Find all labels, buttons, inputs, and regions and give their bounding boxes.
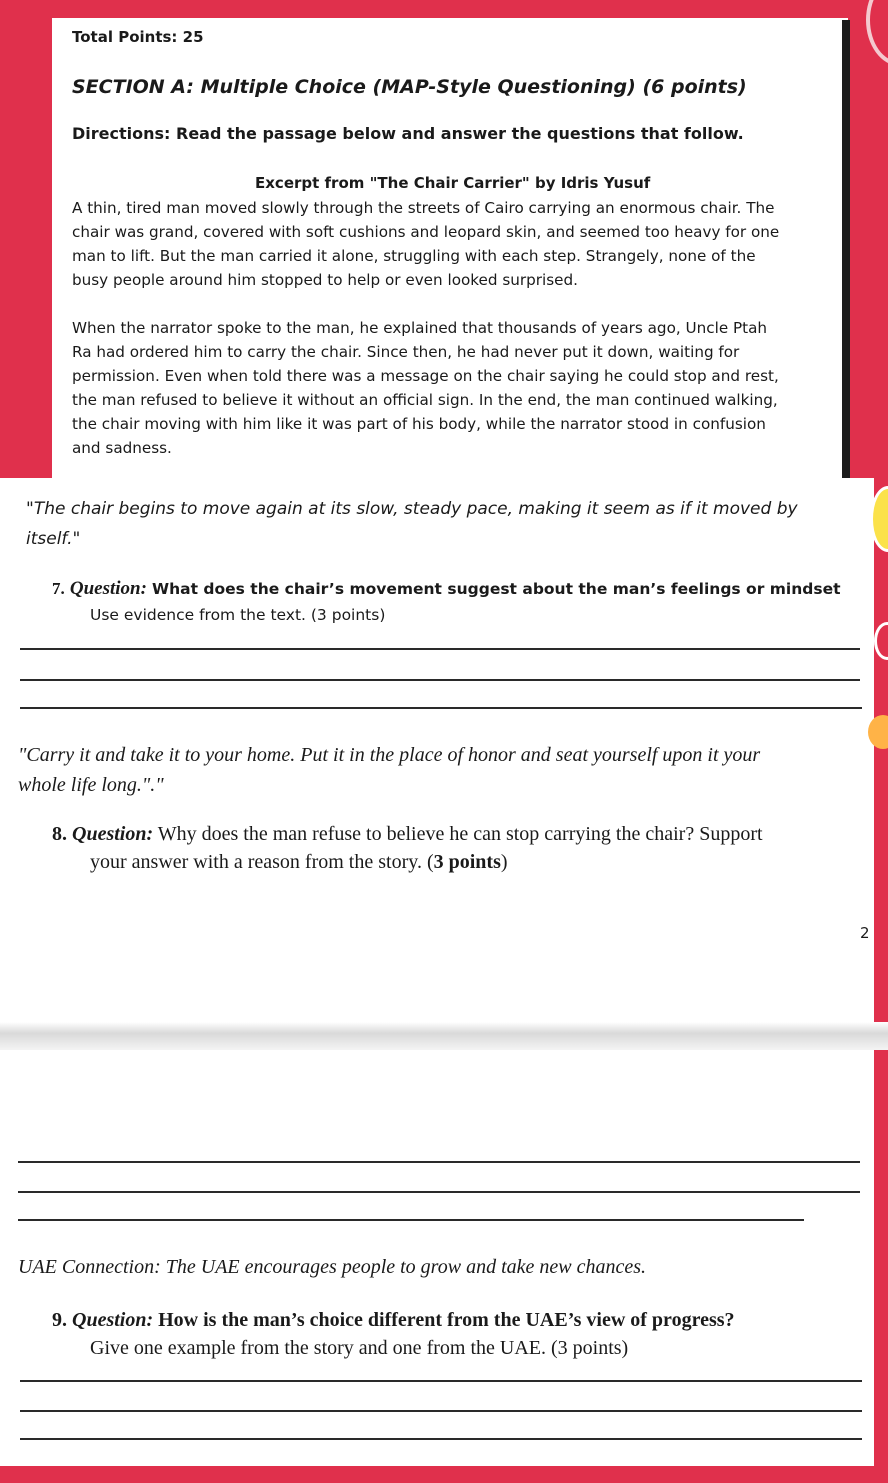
question-label: Question: (72, 1309, 154, 1331)
answer-line[interactable] (18, 1161, 860, 1163)
passage-line: busy people around him stopped to help or even looked surprised. (72, 271, 578, 289)
question-label: Question: (69, 578, 147, 599)
points-value: 3 points (433, 851, 501, 873)
question-instructions: Use evidence from the text. (3 points) (90, 606, 386, 624)
question-text: What does the chair’s movement suggest about the man’s feelings or mindset (152, 580, 841, 598)
question-8 (52, 820, 763, 876)
instructions-prefix: your answer with a reason from the story. ( (90, 851, 434, 873)
passage-paragraph-1 (72, 196, 779, 292)
question-label: Question: (72, 823, 154, 845)
directions: Directions: Read the passage below and answer the questions that follow. (72, 124, 744, 143)
answer-line[interactable] (20, 648, 860, 650)
passage-line: permission. Even when told there was a message on the chair saying he could stop and rest, (72, 367, 779, 385)
passage-line: the man refused to believe it without an official sign. In the end, the man continued walking, (72, 391, 778, 409)
passage-line: A thin, tired man moved slowly through the streets of Cairo carrying an enormous chair. The (72, 199, 775, 217)
question-number: 9. (52, 1309, 67, 1331)
question-number: 8. (52, 823, 67, 845)
section-title: SECTION A: Multiple Choice (MAP-Style Questioning) (6 points) (72, 76, 747, 98)
quote-line: "The chair begins to move again at its slow, steady pace, making it seem as if it moved by (26, 499, 798, 519)
passage-line: man to lift. But the man carried it alone, struggling with each step. Strangely, none of the (72, 247, 756, 265)
quote-line: whole life long."." (18, 774, 164, 796)
passage-line: chair was grand, covered with soft cushions and leopard skin, and seemed too heavy for one (72, 223, 780, 241)
decorative-sticker (866, 0, 888, 66)
question-instructions: Give one example from the story and one from the UAE. (3 points) (90, 1337, 629, 1359)
answer-line[interactable] (18, 1191, 860, 1193)
passage-line: and sadness. (72, 439, 172, 457)
question-text: Why does the man refuse to believe he can stop carrying the chair? Support (157, 823, 763, 845)
passage-line: When the narrator spoke to the man, he explained that thousands of years ago, Uncle Ptah (72, 319, 768, 337)
passage-line: Ra had ordered him to carry the chair. Since then, he had never put it down, waiting for (72, 343, 740, 361)
quote-line: "Carry it and take it to your home. Put it in the place of honor and seat yourself upon it your (18, 744, 761, 766)
quote-line: itself." (26, 529, 81, 549)
page-edge-shadow (842, 20, 850, 484)
page-fold-band (0, 1022, 888, 1050)
answer-line[interactable] (20, 707, 862, 709)
passage-paragraph-2 (72, 316, 779, 460)
total-points: Total Points: 25 (72, 28, 204, 46)
question-text: How is the man’s choice different from the UAE’s view of progress? (158, 1309, 735, 1331)
passage-line: the chair moving with him like it was part of his body, while the narrator stood in confusion (72, 415, 766, 433)
instructions-suffix: ) (500, 851, 508, 873)
answer-line[interactable] (18, 1219, 804, 1221)
quote-chair-movement (26, 494, 798, 554)
question-instructions (90, 848, 763, 876)
answer-line[interactable] (20, 1438, 862, 1440)
decorative-sticker (874, 622, 888, 660)
answer-line[interactable] (20, 1410, 862, 1412)
question-9 (52, 1306, 735, 1362)
question-7 (52, 576, 841, 628)
quote-carry-chair (18, 740, 760, 800)
page-number: 2 (860, 924, 870, 942)
question-number: 7. (52, 579, 65, 598)
excerpt-title: Excerpt from "The Chair Carrier" by Idris Yusuf (255, 174, 651, 192)
answer-line[interactable] (20, 679, 860, 681)
answer-line[interactable] (20, 1380, 862, 1382)
uae-connection: UAE Connection: The UAE encourages people to grow and take new chances. (18, 1256, 647, 1278)
